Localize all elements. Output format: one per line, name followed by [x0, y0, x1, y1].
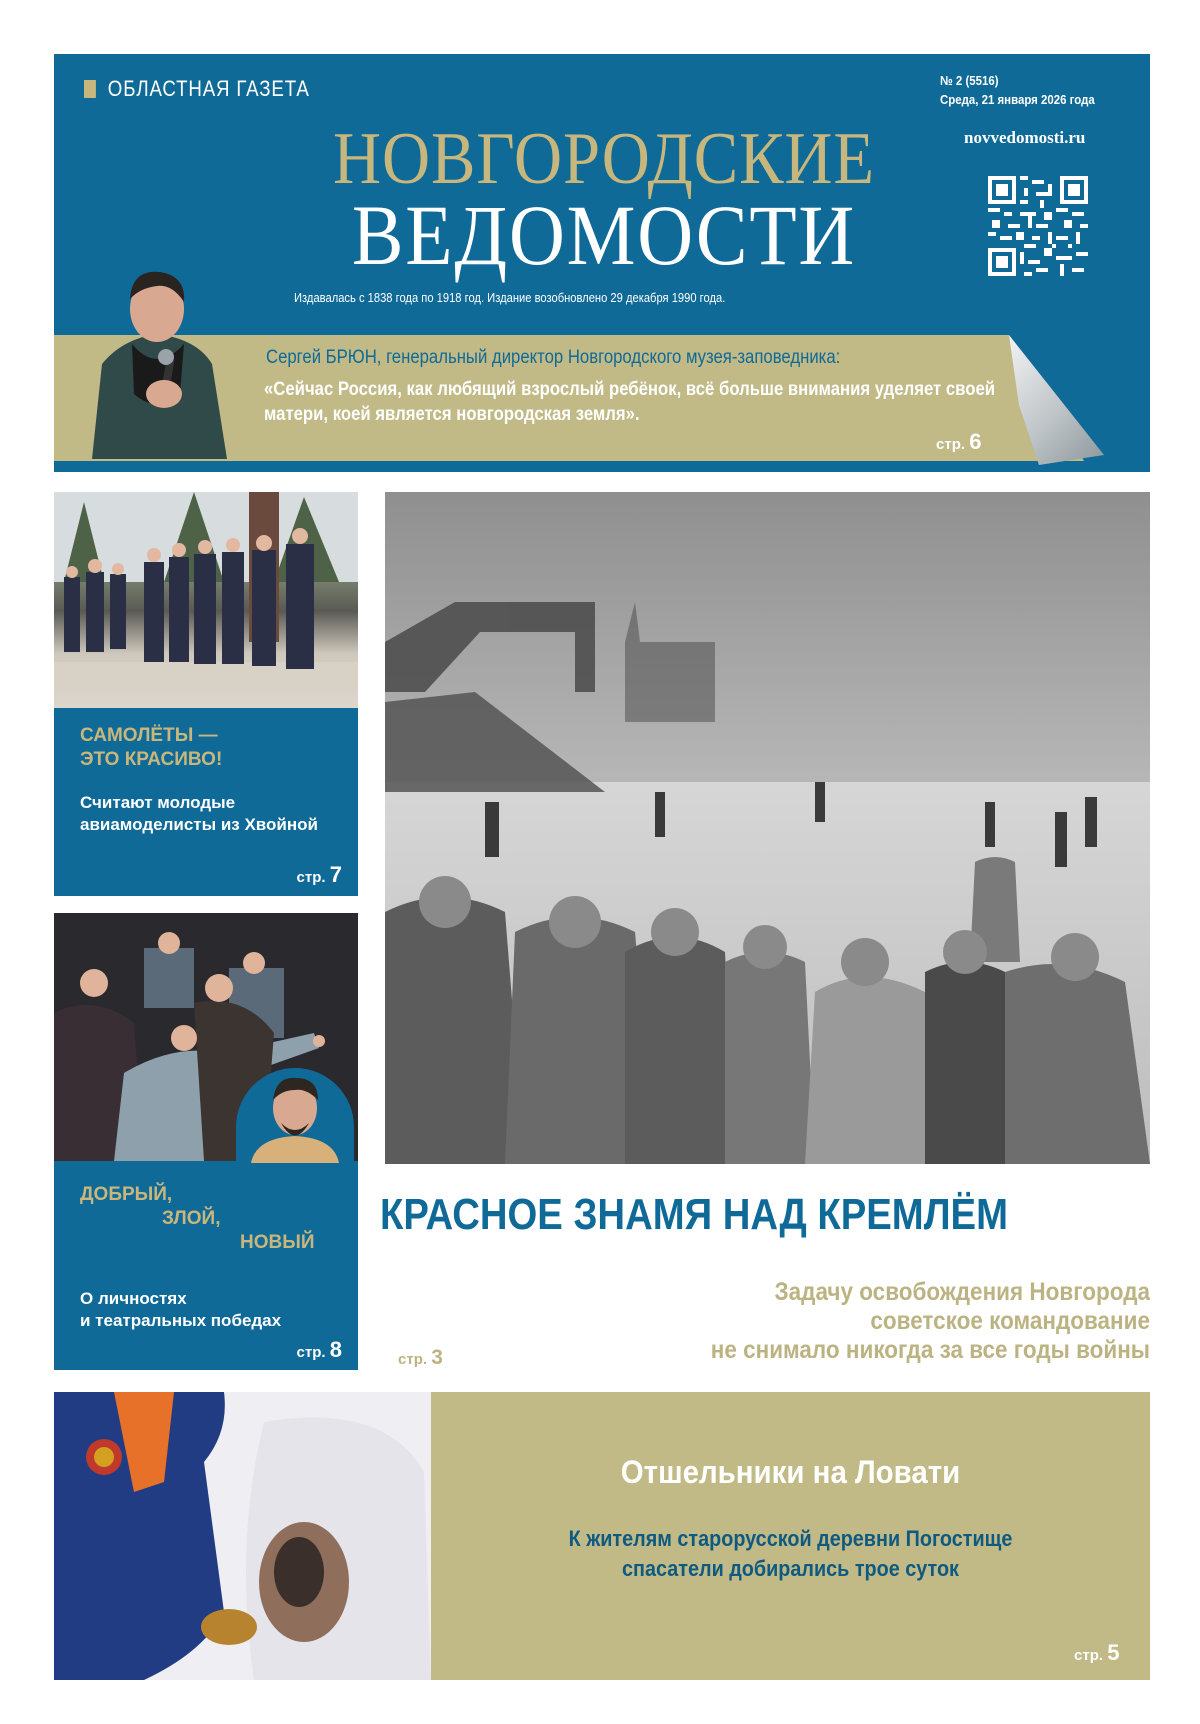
card1-subheadline: Считают молодые авиамоделисты из Хвойной — [80, 793, 318, 834]
quote-speaker: Сергей БРЮН, генеральный директор Новгородского музея-заповедника: — [266, 347, 841, 368]
card2-headline: ДОБРЫЙ, ЗЛОЙ, НОВЫЙ — [80, 1184, 315, 1253]
quote-page-ref[interactable]: стр. 6 — [936, 429, 982, 454]
card2-page-ref[interactable]: стр. 8 — [296, 1337, 342, 1362]
bottom-page-ref[interactable]: стр. 5 — [1074, 1640, 1120, 1665]
masthead-title-line2: ВЕДОМОСТИ — [351, 187, 857, 283]
kicker-square-icon — [84, 80, 96, 98]
card1-headline: САМОЛЁТЫ — ЭТО КРАСИВО! — [80, 725, 223, 770]
qr-code-icon[interactable] — [988, 176, 1088, 276]
masthead — [54, 54, 1150, 472]
story-card-aviamodel[interactable] — [54, 492, 358, 896]
photo-rescuer-snow — [54, 1392, 431, 1680]
card2-subheadline: О личностях и театральных победах — [80, 1289, 282, 1330]
issue-number: № 2 (5516) — [940, 73, 999, 88]
bottom-subheadline: К жителям старорусской деревни Погостище спасатели добирались трое суток — [568, 1526, 1013, 1581]
kicker-text: ОБЛАСТНАЯ ГАЗЕТА — [107, 76, 310, 101]
website-link[interactable]: novvedomosti.ru — [964, 128, 1086, 147]
lead-photo-soldiers-bridge[interactable] — [385, 492, 1150, 1164]
quote-text: «Сейчас Россия, как любящий взрослый ребёнок, всё больше внимания уделяет своей матери, коей является новгородская земля». — [264, 379, 996, 425]
issue-date: Среда, 21 января 2026 года — [940, 92, 1095, 107]
masthead-title-line1: НОВГОРОДСКИЕ — [332, 118, 876, 200]
lead-headline[interactable]: КРАСНОЕ ЗНАМЯ НАД КРЕМЛЁМ — [380, 1190, 1009, 1239]
lead-deck: Задачу освобождения Новгорода советское командование не снимало никогда за все годы войны — [710, 1278, 1150, 1364]
photo-young-modelers — [54, 492, 358, 708]
story-card-rescue[interactable] — [54, 1392, 1150, 1680]
lead-page-ref[interactable]: стр. 3 — [398, 1346, 443, 1369]
story-card-theatre[interactable] — [54, 913, 358, 1370]
kicker — [84, 76, 310, 102]
speaker-portrait — [72, 254, 242, 459]
issue-info — [940, 71, 1095, 109]
card1-page-ref[interactable]: стр. 7 — [296, 862, 342, 887]
publication-history: Издавалась с 1838 года по 1918 год. Издание возобновлено 29 декабря 1990 года. — [294, 290, 726, 305]
bottom-headline: Отшельники на Ловати — [620, 1454, 961, 1490]
